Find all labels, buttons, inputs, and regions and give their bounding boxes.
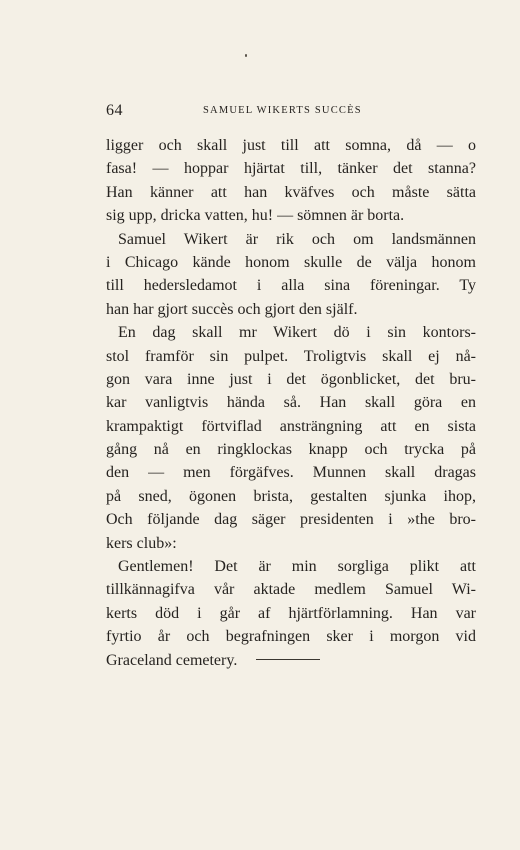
text-line: ligger och skall just till att somna, då — o <box>106 137 476 154</box>
text-line: i Chicago kände honom skulle de välja honom <box>106 253 476 271</box>
text-line: till hedersledamot i alla sina föreningar. Ty <box>106 277 476 295</box>
text-line: gon vara inne just i det ögonblicket, det bru- <box>106 370 476 388</box>
page-number: 64 <box>106 102 123 119</box>
text-line: Och följande dag säger presidenten i »the bro- <box>106 511 476 529</box>
text-line: kerts död i går af hjärtförlamning. Han var <box>106 604 476 622</box>
print-speck <box>245 54 247 57</box>
text-line: En dag skall mr Wikert dö i sin kontors- <box>118 324 476 342</box>
text-line: fasa! — hoppar hjärtat till, tänker det stanna? <box>106 160 476 178</box>
text-line: Han känner att han kväfves och måste sätta <box>106 183 476 201</box>
running-title: SAMUEL WIKERTS SUCCÈS <box>203 105 362 116</box>
text-line: tillkännagifva vår aktade medlem Samuel Wi- <box>106 581 476 599</box>
body-text <box>106 134 476 672</box>
text-line: stol framför sin pulpet. Troligtvis skall ej nå- <box>106 347 476 365</box>
text-line: han har gjort succès och gjort den själf. <box>106 300 358 318</box>
end-rule <box>256 659 320 660</box>
text-line: krampaktigt förtviflad ansträngning att en sista <box>106 417 476 435</box>
text-line: Samuel Wikert är rik och om landsmännen <box>118 230 476 248</box>
running-head <box>106 102 416 122</box>
text-line: sig upp, dricka vatten, hu! — sömnen är borta. <box>106 207 405 225</box>
text-line: gång nå en ringklockas knapp och trycka på <box>106 441 476 459</box>
text-line: Gentlemen! Det är min sorgliga plikt att <box>118 558 476 576</box>
text-line: Graceland cemetery. <box>106 651 238 669</box>
text-line: kar vanligtvis hända så. Han skall göra en <box>106 394 476 412</box>
text-line: kers club»: <box>106 534 177 552</box>
text-line: den — men förgäfves. Munnen skall dragas <box>106 464 476 482</box>
text-line: fyrtio år och begrafningen sker i morgon vid <box>106 628 476 646</box>
text-line: på sned, ögonen brista, gestalten sjunka ihop, <box>106 487 476 505</box>
